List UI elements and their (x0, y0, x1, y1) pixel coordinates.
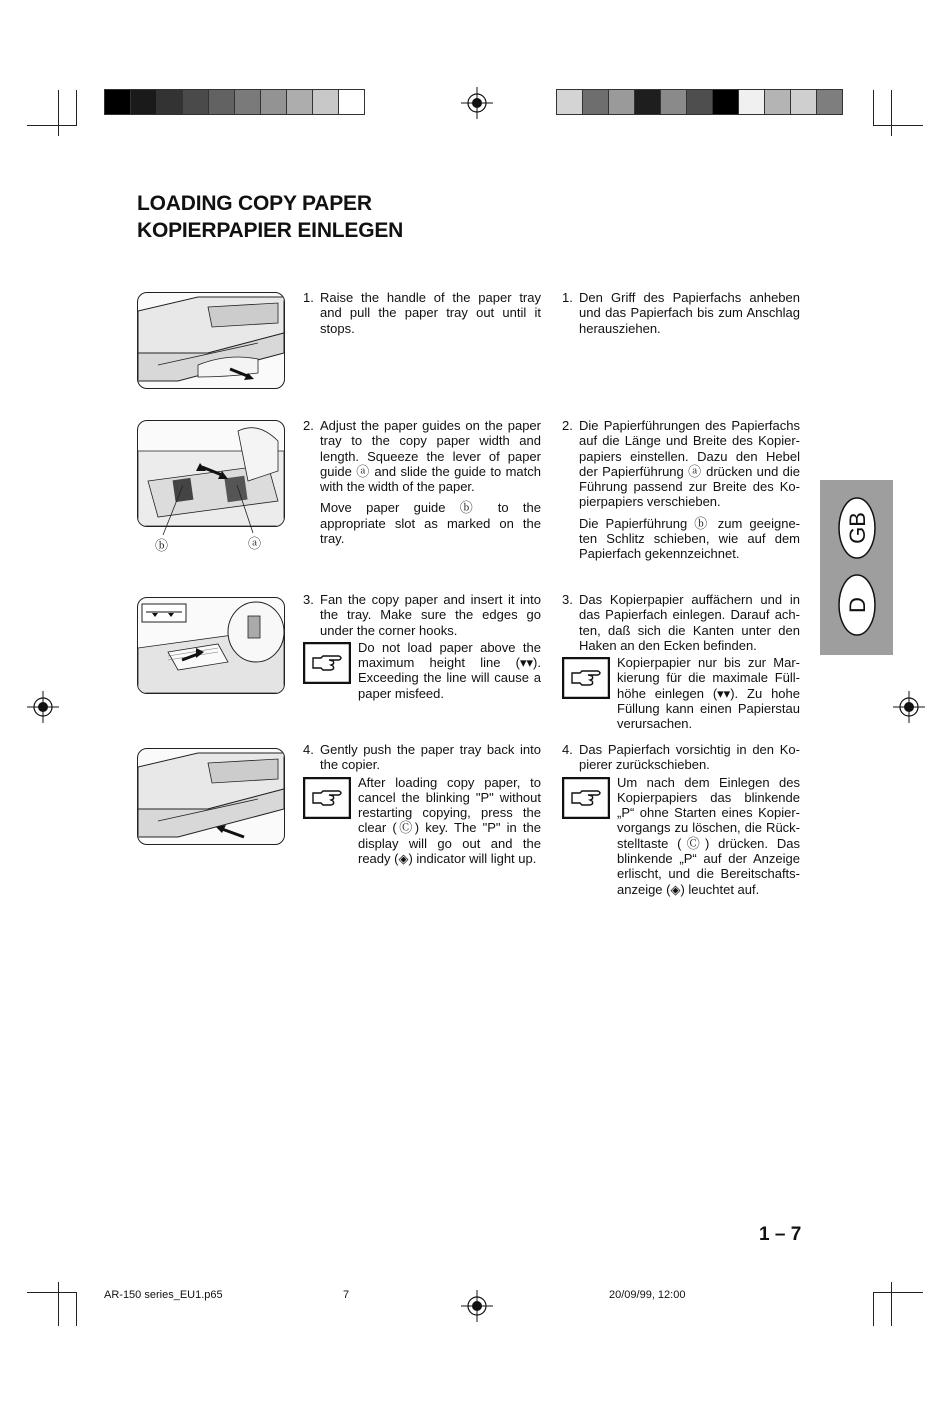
step-1-english (303, 290, 541, 336)
grayscale-calibration-strip (104, 89, 364, 115)
registration-mark-right (892, 690, 926, 724)
step-number: 3. (303, 592, 314, 607)
label-guide-a: ⓐ (248, 536, 262, 551)
step-3-german (562, 592, 800, 732)
note-pointing-hand-icon (562, 657, 610, 699)
illustration-push-tray (137, 748, 285, 845)
step-1-german (562, 290, 800, 336)
registration-mark-bottom (460, 1289, 494, 1323)
step-subtext: Die Papierführung ⓑ zum geeigne-ten Schlitz schieben, wie auf dem Papierfach gekennzeichnet. (579, 515, 800, 562)
step-3-english (303, 592, 541, 701)
step-number: 3. (562, 592, 573, 607)
footer-date: 20/09/99, 12:00 (609, 1289, 686, 1301)
step-text: Raise the handle of the paper tray and pull the paper tray out until it stops. (320, 290, 541, 336)
step-text: Die Papierführungen des Papierfachs auf die Länge und Breite des Kopier-papiers einstellen. Dazu den Hebel der Papierführung ⓐ drücken und die Führung passend zur Breite des Ko-pierpapiers verschieben. (579, 418, 800, 510)
note-text: Do not load paper above the maximum height line (▾▾). Exceeding the line will cause a paper misfeed. (358, 639, 541, 701)
illustration-pull-tray (137, 292, 285, 389)
language-side-tab (820, 480, 893, 655)
step-2-german (562, 418, 800, 562)
page-number: 1 – 7 (759, 1224, 802, 1245)
step-subtext: Move paper guide ⓑ to the appropriate slot as marked on the tray. (320, 500, 541, 547)
illustration-leader-lines (137, 480, 283, 540)
step-text: Den Griff des Papierfachs anheben und das Papierfach bis zum Anschlag herausziehen. (579, 290, 800, 336)
page-title-english: LOADING COPY PAPER (137, 192, 372, 215)
note-text: After loading copy paper, to cancel the blinking "P" without restarting copying, press the clear (Ⓒ) key. The "P" in the display will go out and the ready (◈) indicator will light up. (358, 774, 541, 867)
tab-label-gb: GB (845, 512, 870, 544)
label-guide-b: ⓑ (155, 538, 169, 553)
registration-mark-top (460, 86, 494, 120)
page-title-german: KOPIERPAPIER EINLEGEN (137, 219, 404, 242)
illustration-insert-paper (137, 597, 285, 694)
step-number: 2. (303, 418, 314, 433)
step-text: Das Papierfach vorsichtig in den Ko-pierer zurückschieben. (579, 742, 800, 773)
note-pointing-hand-icon (562, 777, 610, 819)
step-4-german (562, 742, 800, 897)
footer-filename: AR-150 series_EU1.p65 (104, 1289, 223, 1301)
registration-mark-left (26, 690, 60, 724)
note-text: Um nach dem Einlegen des Kopierpapiers das blinkende „P“ ohne Starten eines Kopier-vorgangs zu löschen, die Rück-stelltaste (Ⓒ) drücken. Das blinkende „P“ auf der Anzeige erlischt, und die Bereitschafts-anzeige (◈) leuchtet auf. (617, 774, 800, 897)
step-text: Das Kopierpapier auffächern und in das Papierfach einlegen. Darauf ach-ten, daß sich die Kanten unter den Haken an den Ecken befinden. (579, 592, 800, 653)
step-2-english (303, 418, 541, 546)
step-number: 1. (303, 290, 314, 305)
step-number: 4. (562, 742, 573, 757)
note-pointing-hand-icon (303, 642, 351, 684)
note-pointing-hand-icon (303, 777, 351, 819)
footer-page: 7 (343, 1289, 350, 1301)
step-number: 4. (303, 742, 314, 757)
note-text: Kopierpapier nur bis zur Mar-kierung für die maximale Füll-höhe einlegen (▾▾). Zu hohe Füllung kann einen Papierstau verursachen. (617, 655, 800, 732)
step-4-english (303, 742, 541, 866)
step-number: 1. (562, 290, 573, 305)
tab-label-d: D (845, 597, 870, 613)
color-calibration-strip (556, 89, 842, 115)
step-text: Adjust the paper guides on the paper tray to the copy paper width and length. Squeeze the lever of paper guide ⓐ and slide the guide to match with the width of the paper. (320, 418, 541, 495)
step-text: Fan the copy paper and insert it into the tray. Make sure the edges go under the corner hooks. (320, 592, 541, 638)
step-number: 2. (562, 418, 573, 433)
step-text: Gently push the paper tray back into the copier. (320, 742, 541, 773)
